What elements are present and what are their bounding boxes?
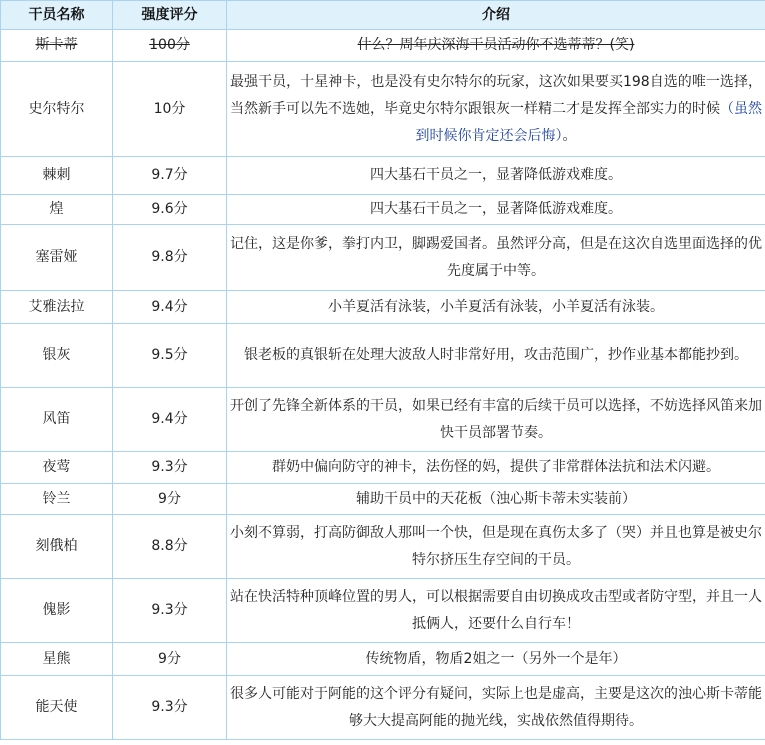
operator-score: 10分 xyxy=(113,62,227,157)
table-row xyxy=(1,579,765,643)
operator-intro-note: （虽然到时候你肯定还会后悔） xyxy=(415,100,762,144)
operator-score: 100分 xyxy=(113,30,227,62)
operator-intro-end: 。 xyxy=(562,127,577,144)
operator-intro: 四大基石干员之一，显著降低游戏难度。 xyxy=(227,195,765,225)
table-row xyxy=(1,157,765,195)
operator-name: 史尔特尔 xyxy=(1,62,113,157)
operator-name: 夜莺 xyxy=(1,452,113,484)
table-row xyxy=(1,388,765,452)
operator-name: 银灰 xyxy=(1,324,113,388)
operator-intro: 辅助干员中的天花板（浊心斯卡蒂未实装前） xyxy=(227,484,765,515)
table-row xyxy=(1,62,765,157)
table-row xyxy=(1,291,765,324)
table-header-row xyxy=(1,1,765,30)
header-score: 强度评分 xyxy=(113,1,227,30)
operator-name: 星熊 xyxy=(1,643,113,676)
operator-name: 风笛 xyxy=(1,388,113,452)
operator-intro: 小刻不算弱，打高防御敌人那叫一个快，但是现在真伤太多了（哭）并且也算是被史尔特尔挤压生存空间的干员。 xyxy=(227,515,765,579)
table-row xyxy=(1,484,765,515)
operator-name: 艾雅法拉 xyxy=(1,291,113,324)
operator-intro: 开创了先锋全新体系的干员，如果已经有丰富的后续干员可以选择，不妨选择风笛来加快干员部署节奏。 xyxy=(227,388,765,452)
table-row xyxy=(1,225,765,291)
operator-score: 9.4分 xyxy=(113,388,227,452)
operator-intro: 银老板的真银斩在处理大波敌人时非常好用，攻击范围广，抄作业基本都能抄到。 xyxy=(227,324,765,388)
header-name: 干员名称 xyxy=(1,1,113,30)
operator-intro: 什么？周年庆深海干员活动你不选蒂蒂？(笑) xyxy=(227,30,765,62)
table-row xyxy=(1,324,765,388)
operator-score: 9.4分 xyxy=(113,291,227,324)
operator-score: 9.5分 xyxy=(113,324,227,388)
operator-intro: 最强干员，十星神卡，也是没有史尔特尔的玩家，这次如果要买198自选的唯一选择，当然新手可以先不选她，毕竟史尔特尔跟银灰一样精二才是发挥全部实力的时候 xyxy=(230,73,762,117)
table-row xyxy=(1,676,765,740)
operator-intro: 很多人可能对于阿能的这个评分有疑问，实际上也是虚高，主要是这次的浊心斯卡蒂能够大大提高阿能的抛光线，实战依然值得期待。 xyxy=(227,676,765,740)
operator-name: 塞雷娅 xyxy=(1,225,113,291)
table-row xyxy=(1,195,765,225)
operator-score: 9分 xyxy=(113,643,227,676)
table-row xyxy=(1,452,765,484)
operator-name: 傀影 xyxy=(1,579,113,643)
operator-name: 棘刺 xyxy=(1,157,113,195)
operator-name: 煌 xyxy=(1,195,113,225)
operator-score: 9.3分 xyxy=(113,579,227,643)
operator-score: 9.6分 xyxy=(113,195,227,225)
header-intro: 介绍 xyxy=(227,1,765,30)
operator-score: 9.8分 xyxy=(113,225,227,291)
table-row xyxy=(1,643,765,676)
operator-score: 9.7分 xyxy=(113,157,227,195)
operator-intro: 传统物盾，物盾2姐之一（另外一个是年） xyxy=(227,643,765,676)
operator-intro: 记住，这是你爹，拳打内卫，脚踢爱国者。虽然评分高，但是在这次自选里面选择的优先度属于中等。 xyxy=(227,225,765,291)
operator-name: 能天使 xyxy=(1,676,113,740)
operator-name: 铃兰 xyxy=(1,484,113,515)
operator-score: 9分 xyxy=(113,484,227,515)
operator-intro: 四大基石干员之一，显著降低游戏难度。 xyxy=(227,157,765,195)
operator-intro-cell xyxy=(227,62,765,157)
operator-score: 9.3分 xyxy=(113,676,227,740)
operator-intro: 站在快活特种顶峰位置的男人，可以根据需要自由切换成攻击型或者防守型，并且一人抵俩人，还要什么自行车！ xyxy=(227,579,765,643)
operator-intro: 小羊夏活有泳装，小羊夏活有泳装，小羊夏活有泳装。 xyxy=(227,291,765,324)
operator-intro: 群奶中偏向防守的神卡，法伤怪的妈，提供了非常群体法抗和法术闪避。 xyxy=(227,452,765,484)
table-row xyxy=(1,30,765,62)
operator-score: 9.3分 xyxy=(113,452,227,484)
operator-score: 8.8分 xyxy=(113,515,227,579)
table-row xyxy=(1,515,765,579)
operator-name: 斯卡蒂 xyxy=(1,30,113,62)
operator-name: 刻俄柏 xyxy=(1,515,113,579)
